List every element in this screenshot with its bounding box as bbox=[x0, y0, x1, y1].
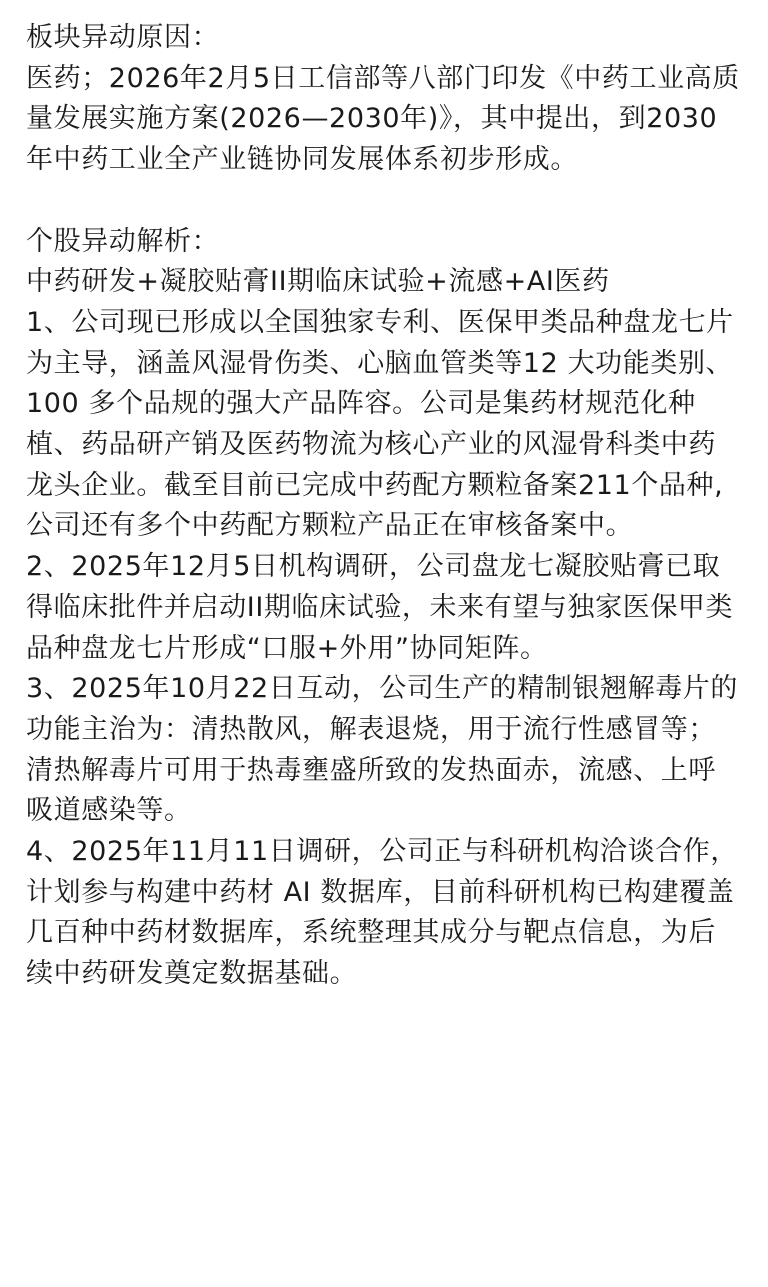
stock-analysis-tags: 中药研发+凝胶贴膏II期临床试验+流感+AI医药 bbox=[26, 266, 610, 298]
analysis-item-4: 4、2025年11月11日调研，公司正与科研机构洽谈合作，计划参与构建中药材 AI 数据库，目前科研机构已构建覆盖几百种中药材数据库，系统整理其成分与靶点信息，为后续中药研发奠定数据基础。 bbox=[26, 836, 739, 990]
stock-analysis-section bbox=[26, 222, 742, 995]
section-spacer bbox=[26, 181, 742, 222]
sector-reason-heading: 板块异动原因： bbox=[26, 22, 220, 53]
stock-analysis-heading: 个股异动解析： bbox=[26, 225, 220, 257]
analysis-item-1: 1、公司现已形成以全国独家专利、医保甲类品种盘龙七片为主导，涵盖风湿骨伤类、心脑血管类等12 大功能类别、100 多个品规的强大产品阵容。公司是集药材规范化种植、药品研产销及医药物流为核心产业的风湿骨科类中药龙头企业。截至目前已完成中药配方颗粒备案211个品种,公司还有多个中药配方颗粒产品正在审核备案中。 bbox=[26, 306, 734, 542]
analysis-item-3: 3、2025年10月22日互动，公司生产的精制银翘解毒片的功能主治为：清热散风，解表退烧，用于流行性感冒等；清热解毒片可用于热毒壅盛所致的发热面赤，流感、上呼吸道感染等。 bbox=[26, 673, 739, 827]
analysis-item-2: 2、2025年12月5日机构调研，公司盘龙七凝胶贴膏已取得临床批件并启动II期临床试验，未来有望与独家医保甲类品种盘龙七片形成“口服+外用”协同矩阵。 bbox=[26, 551, 734, 664]
sector-reason-paragraph: 医药；2026年2月5日工信部等八部门印发《中药工业高质量发展实施方案(2026—2030年)》，其中提出，到2030年中药工业全产业链协同发展体系初步形成。 bbox=[26, 62, 740, 176]
sector-reason-section bbox=[26, 18, 742, 181]
